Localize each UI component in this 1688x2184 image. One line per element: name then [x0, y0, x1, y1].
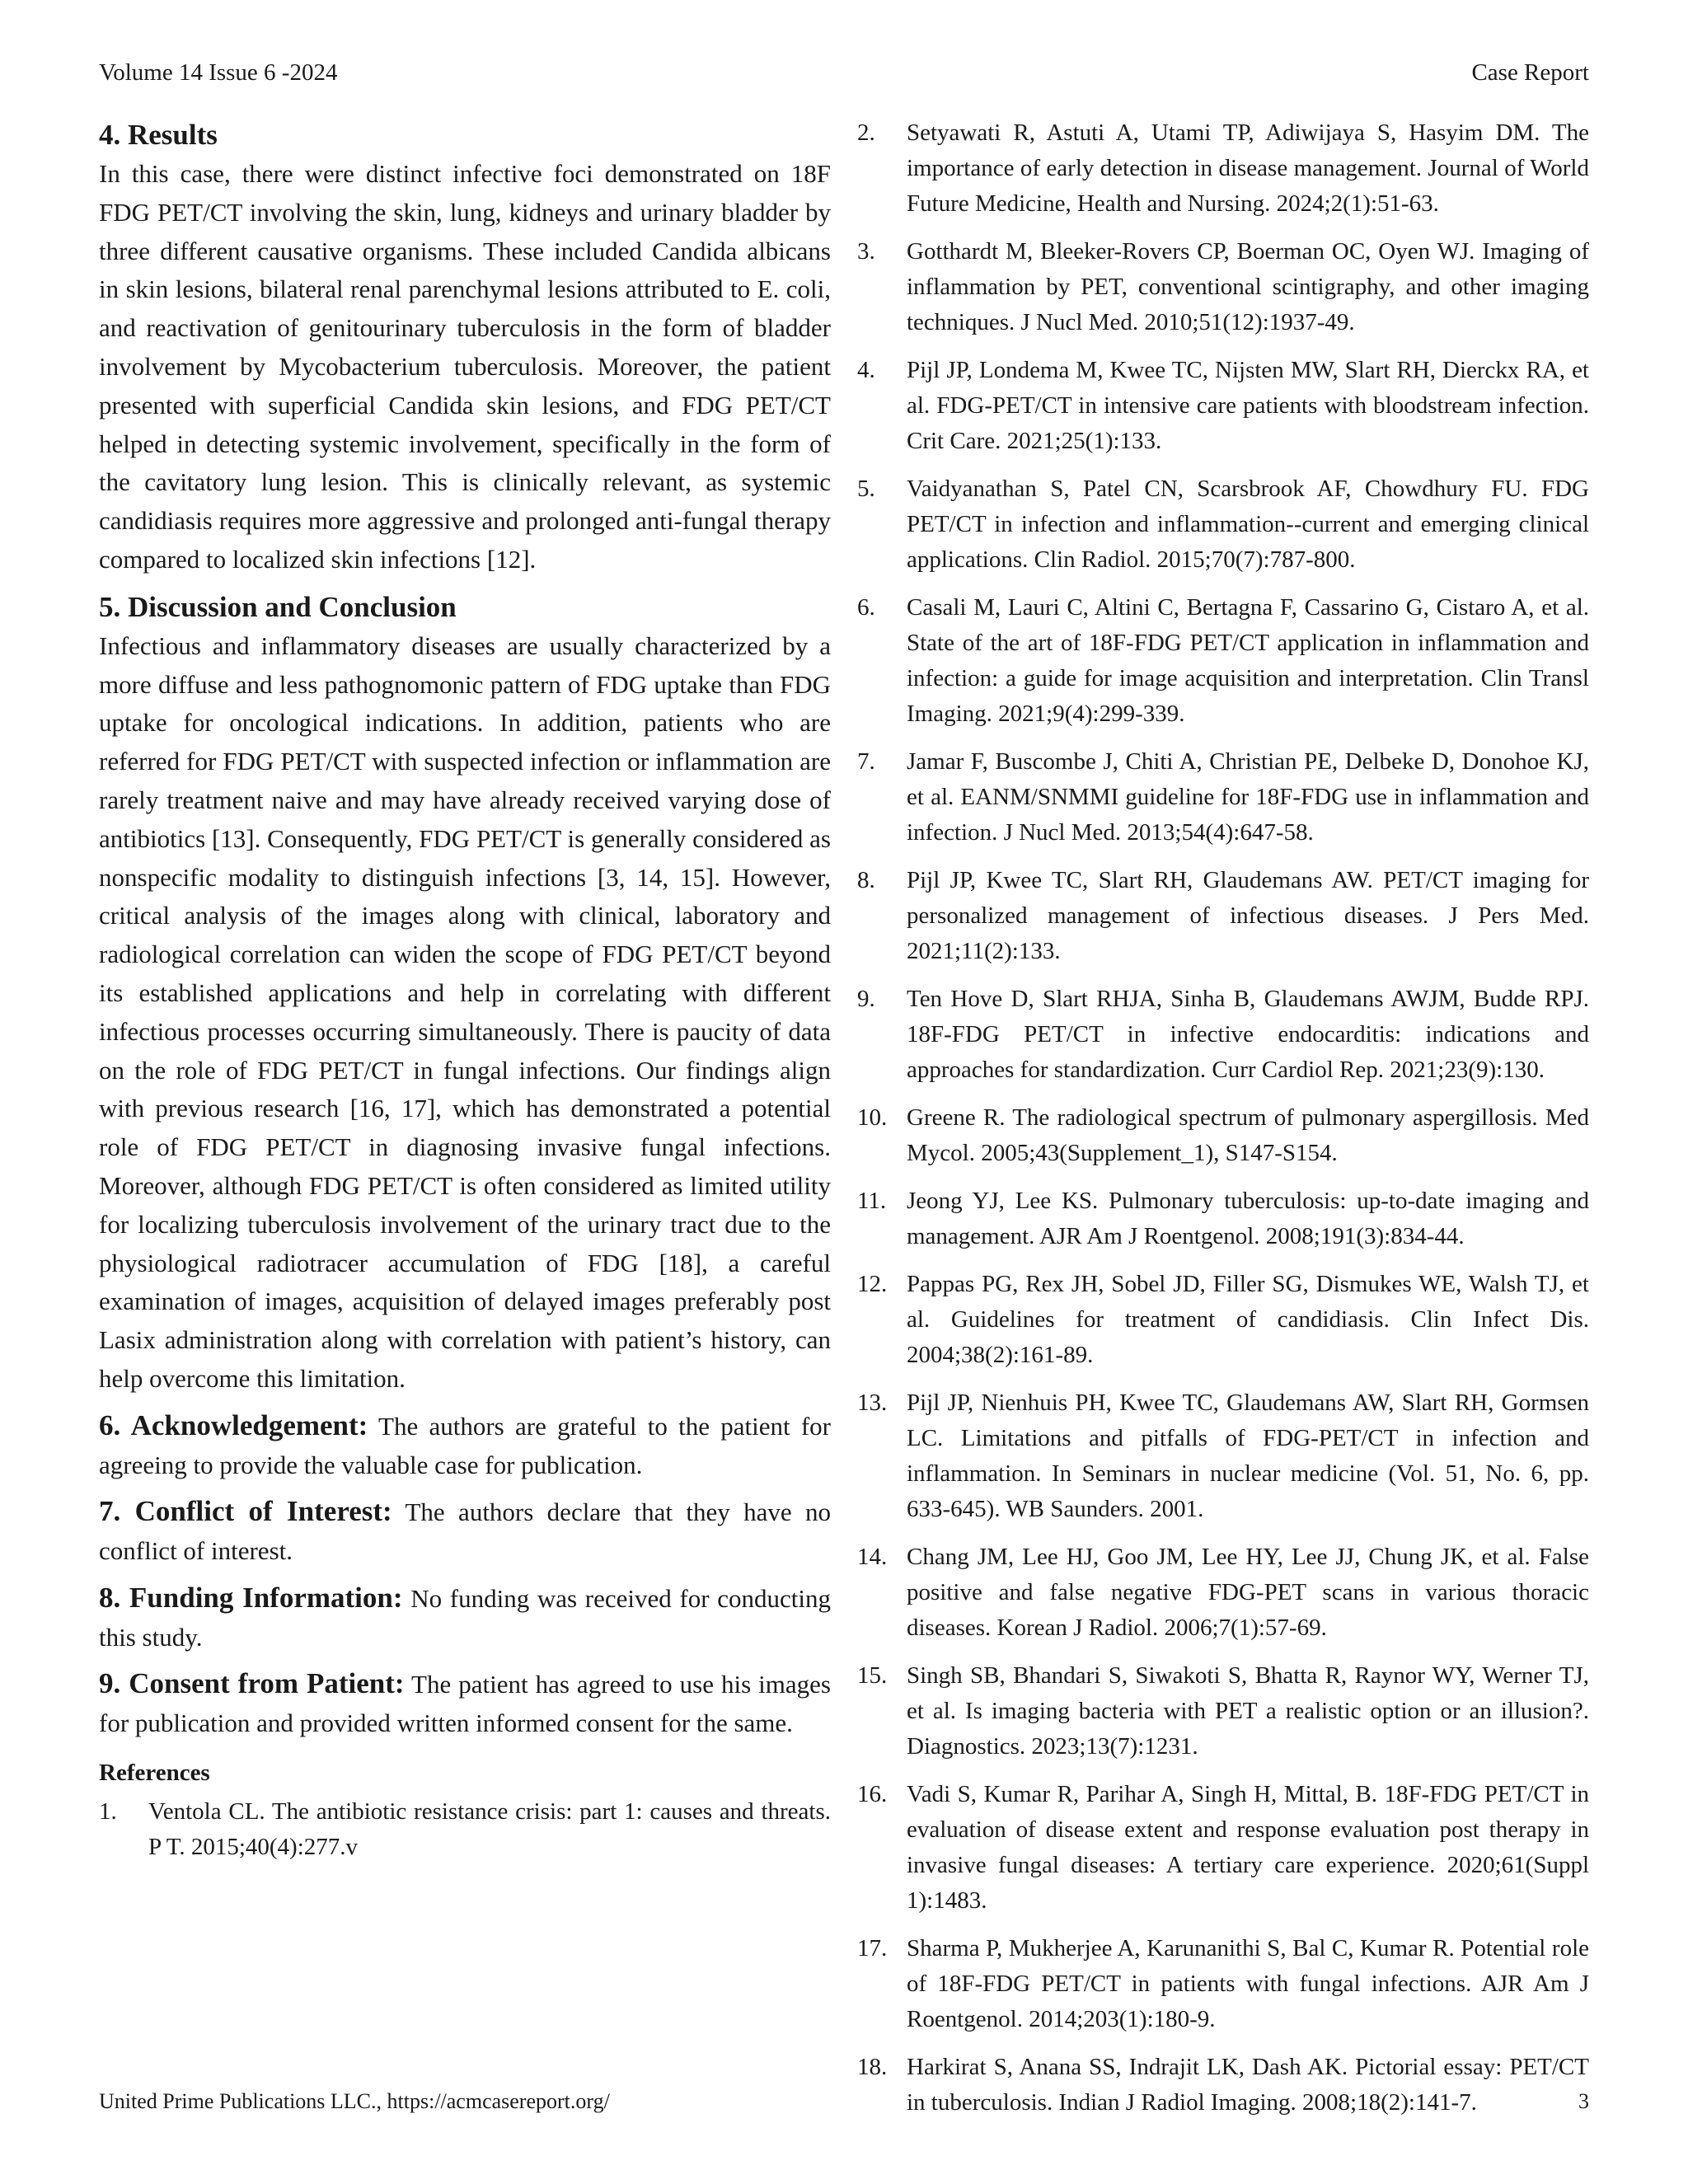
reference-item	[857, 982, 1589, 1088]
reference-text: Casali M, Lauri C, Altini C, Bertagna F, Cassarino G, Cistaro A, et al. State of the art of 18F-FDG PET/CT application in inflammation and infection: a guide for image acquisition and interpretation. Clin Transl Imaging. 2021;9(4):299-339.	[907, 594, 1589, 727]
reference-text: Setyawati R, Astuti A, Utami TP, Adiwijaya S, Hasyim DM. The importance of early detection in disease management. Journal of World Future Medicine, Health and Nursing. 2024;2(1):51-63.	[907, 120, 1589, 217]
reference-number: 14.	[857, 1544, 888, 1570]
funding-heading: 8. Funding Information:	[99, 1581, 403, 1614]
reference-item	[857, 234, 1589, 340]
running-footer	[99, 2085, 1589, 2118]
conflict-heading: 7. Conflict of Interest:	[99, 1495, 392, 1528]
right-column	[857, 115, 1589, 2133]
references-heading: References	[99, 1760, 210, 1787]
reference-item	[857, 1183, 1589, 1254]
reference-text: Vadi S, Kumar R, Parihar A, Singh H, Mittal, B. 18F-FDG PET/CT in evaluation of disease extent and response evaluation post therapy in invasive fungal diseases: A tertiary care experience. 2020;61(Suppl 1):1483.	[907, 1781, 1589, 1914]
reference-text: Jeong YJ, Lee KS. Pulmonary tuberculosis: up-to-date imaging and management. AJR Am J Roentgenol. 2008;191(3):834-44.	[907, 1188, 1589, 1249]
acknowledgement-section	[99, 1407, 831, 1485]
reference-text: Vaidyanathan S, Patel CN, Scarsbrook AF, Chowdhury FU. FDG PET/CT in infection and inflammation--current and emerging clinical applications. Clin Radiol. 2015;70(7):787-800.	[907, 476, 1589, 573]
discussion-body: Infectious and inflammatory diseases are usually characterized by a more diffuse and less pathognomonic pattern of FDG uptake than FDG uptake for oncological indications. In addition, patients who are referred for FDG PET/CT with suspected infection or inflammation are rarely treatment naive and may have already received varying dose of antibiotics [13]. Consequently, FDG PET/CT is generally considered as nonspecific modality to distinguish infections [3, 14, 15]. However, critical analysis of the images along with clinical, laboratory and radiological correlation can widen the scope of FDG PET/CT beyond its established applications and help in correlating with different infectious processes occurring simultaneously. There is paucity of data on the role of FDG PET/CT in fungal infections. Our findings align with previous research [16, 17], which has demonstrated a potential role of FDG PET/CT in diagnosing invasive fungal infections. Moreover, although FDG PET/CT is often considered as limited utility for localizing tuberculosis involvement of the urinary tract due to the physiological radiotracer accumulation of FDG [18], a careful examination of images, acquisition of delayed images preferably post Lasix administration along with correlation with patient’s history, can help overcome this limitation.	[99, 630, 831, 1393]
reference-text: Pijl JP, Kwee TC, Slart RH, Glaudemans AW. PET/CT imaging for personalized management of infectious diseases. J Pers Med. 2021;11(2):133.	[907, 867, 1589, 964]
reference-text: Ten Hove D, Slart RHJA, Sinha B, Glaudemans AWJM, Budde RPJ. 18F-FDG PET/CT in infective endocarditis: indications and approaches for standardization. Curr Cardiol Rep. 2021;23(9):130.	[907, 986, 1589, 1083]
reference-number: 5.	[857, 476, 875, 502]
reference-number: 9.	[857, 986, 875, 1012]
reference-number: 12.	[857, 1271, 888, 1297]
reference-text: Singh SB, Bhandari S, Siwakoti S, Bhatta R, Raynor WY, Werner TJ, et al. Is imaging bacteria with PET a realistic option or an illusion?. Diagnostics. 2023;13(7):1231.	[907, 1662, 1589, 1760]
reference-item	[857, 1777, 1589, 1919]
reference-item	[857, 1385, 1589, 1527]
reference-number: 7.	[857, 748, 875, 775]
reference-text: Greene R. The radiological spectrum of pulmonary aspergillosis. Med Mycol. 2005;43(Supplement_1), S147-S154.	[907, 1104, 1589, 1166]
reference-item	[857, 1100, 1589, 1171]
discussion-heading: 5. Discussion and Conclusion	[99, 590, 457, 623]
reference-text: Ventola CL. The antibiotic resistance crisis: part 1: causes and threats. P T. 2015;40(4):277.v	[148, 1798, 831, 1861]
reference-text: Pappas PG, Rex JH, Sobel JD, Filler SG, Dismukes WE, Walsh TJ, et al. Guidelines for treatment of candidiasis. Clin Infect Dis. 2004;38(2):161-89.	[907, 1271, 1589, 1368]
reference-item	[857, 744, 1589, 851]
reference-item	[857, 863, 1589, 969]
funding-section	[99, 1579, 831, 1657]
reference-number: 8.	[857, 867, 875, 893]
reference-number: 15.	[857, 1662, 888, 1689]
results-body: In this case, there were distinct infective foci demonstrated on 18F FDG PET/CT involving the skin, lung, kidneys and urinary bladder by three different causative organisms. These included Candida albicans in skin lesions, bilateral renal parenchymal lesions attributed to E. coli, and reactivation of genitourinary tuberculosis in the form of bladder involvement by Mycobacterium tuberculosis. Moreover, the patient presented with superficial Candida skin lesions, and FDG PET/CT helped in detecting systemic involvement, specifically in the form of the cavitatory lung lesion. This is clinically relevant, as systemic candidiasis requires more aggressive and prolonged anti-fungal therapy compared to localized skin infections [12].	[99, 159, 831, 574]
reference-number: 3.	[857, 238, 875, 265]
publisher-info: United Prime Publications LLC., https://acmcasereport.org/	[99, 2089, 610, 2113]
reference-text: Gotthardt M, Bleeker-Rovers CP, Boerman OC, Oyen WJ. Imaging of inflammation by PET, conventional scintigraphy, and other imaging techniques. J Nucl Med. 2010;51(12):1937-49.	[907, 238, 1589, 335]
consent-body: The patient has agreed to use his images for publication and provided written informed consent for the same.	[99, 1670, 831, 1738]
reference-text: Pijl JP, Nienhuis PH, Kwee TC, Glaudemans AW, Slart RH, Gormsen LC. Limitations and pitfalls of FDG-PET/CT in infection and inflammation. In Seminars in nuclear medicine (Vol. 51, No. 6, pp. 633-645). WB Saunders. 2001.	[907, 1390, 1589, 1522]
reference-item	[857, 1931, 1589, 2037]
reference-item	[857, 353, 1589, 459]
reference-number: 11.	[857, 1188, 887, 1214]
reference-item	[857, 115, 1589, 222]
reference-number: 10.	[857, 1104, 888, 1131]
page-number: 3	[1578, 2089, 1589, 2113]
reference-number: 6.	[857, 594, 875, 621]
reference-text: Harkirat S, Anana SS, Indrajit LK, Dash AK. Pictorial essay: PET/CT in tuberculosis. Indian J Radiol Imaging. 2008;18(2):141-7.	[907, 2054, 1589, 2116]
reference-item	[99, 1794, 831, 1865]
journal-volume: Volume 14 Issue 6 -2024	[99, 59, 338, 86]
reference-number: 4.	[857, 357, 875, 383]
reference-number: 16.	[857, 1781, 888, 1807]
acknowledgement-body: The authors are grateful to the patient for agreeing to provide the valuable case for publication.	[99, 1411, 831, 1479]
reference-number: 13.	[857, 1390, 888, 1416]
reference-item	[857, 471, 1589, 578]
reference-list-left	[99, 1794, 831, 1865]
reference-item	[857, 1540, 1589, 1646]
reference-item	[857, 590, 1589, 732]
reference-text: Sharma P, Mukherjee A, Karunanithi S, Bal C, Kumar R. Potential role of 18F-FDG PET/CT in patients with fungal infections. AJR Am J Roentgenol. 2014;203(1):180-9.	[907, 1935, 1589, 2032]
left-column	[99, 115, 831, 1877]
running-header	[99, 56, 1589, 89]
funding-body: No funding was received for conducting this study.	[99, 1583, 831, 1652]
results-heading: 4. Results	[99, 119, 218, 151]
reference-item	[857, 1658, 1589, 1765]
reference-text: Pijl JP, Londema M, Kwee TC, Nijsten MW, Slart RH, Dierckx RA, et al. FDG-PET/CT in intensive care patients with bloodstream infection. Crit Care. 2021;25(1):133.	[907, 357, 1589, 454]
reference-list-right	[857, 115, 1589, 2121]
reference-number: 17.	[857, 1935, 888, 1961]
conflict-body: The authors declare that they have no conflict of interest.	[99, 1497, 831, 1566]
consent-section	[99, 1665, 831, 1743]
reference-item	[857, 1267, 1589, 1373]
reference-number: 18.	[857, 2054, 888, 2080]
conflict-section	[99, 1493, 831, 1571]
consent-heading: 9. Consent from Patient:	[99, 1667, 405, 1700]
article-type: Case Report	[1471, 59, 1589, 86]
reference-number: 1.	[99, 1798, 117, 1825]
reference-text: Chang JM, Lee HJ, Goo JM, Lee HY, Lee JJ, Chung JK, et al. False positive and false negative FDG-PET scans in various thoracic diseases. Korean J Radiol. 2006;7(1):57-69.	[907, 1544, 1589, 1641]
reference-number: 2.	[857, 120, 875, 146]
acknowledgement-heading: 6. Acknowledgement:	[99, 1408, 368, 1441]
reference-text: Jamar F, Buscombe J, Chiti A, Christian PE, Delbeke D, Donohoe KJ, et al. EANM/SNMMI guideline for 18F-FDG use in inflammation and infection. J Nucl Med. 2013;54(4):647-58.	[907, 748, 1589, 846]
